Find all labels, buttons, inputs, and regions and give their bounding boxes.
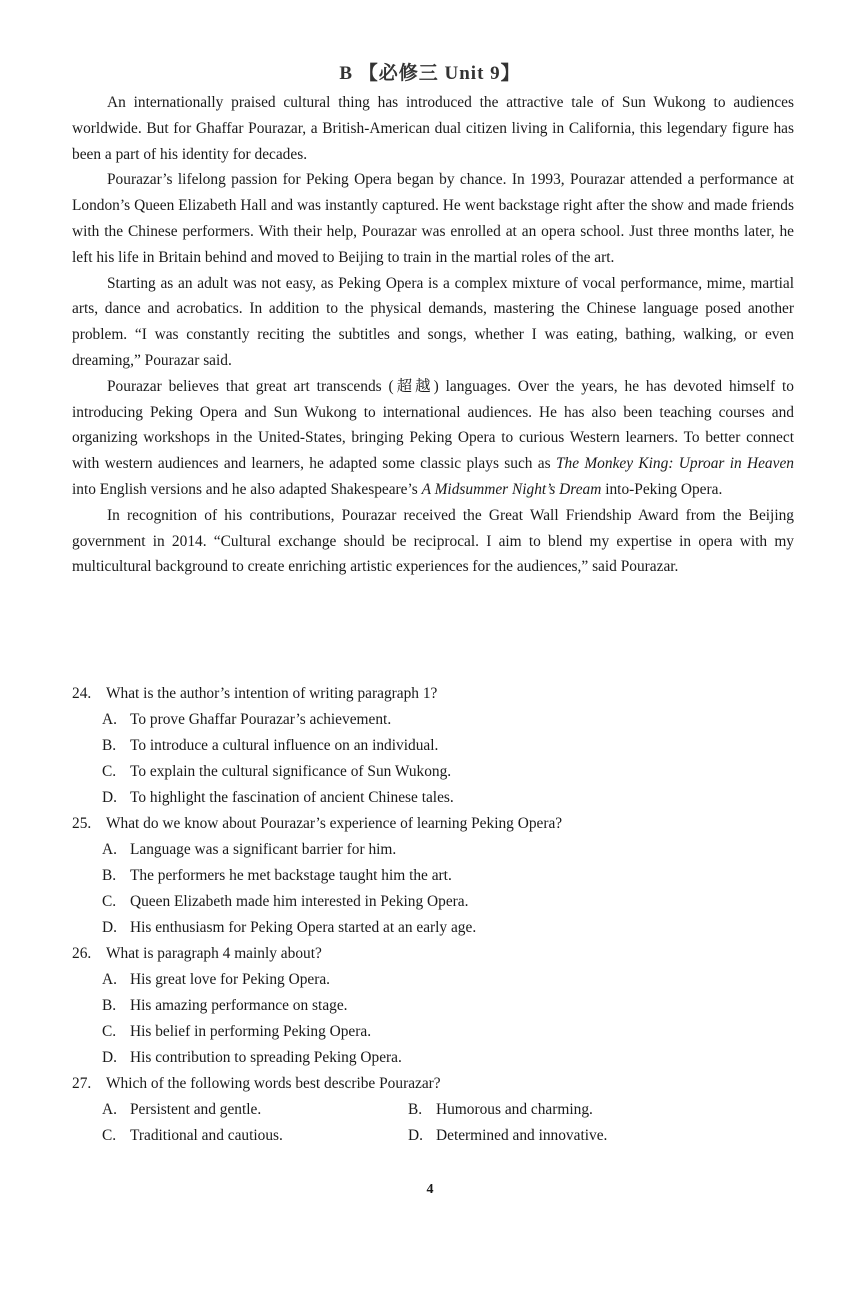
page-number: 4 bbox=[426, 1182, 434, 1197]
option-text: Language was a significant barrier for him. bbox=[130, 841, 397, 858]
option-text: His amazing performance on stage. bbox=[130, 997, 348, 1014]
option-a bbox=[102, 707, 802, 733]
question-stem bbox=[72, 811, 802, 837]
option-text: His enthusiasm for Peking Opera started at an early age. bbox=[130, 919, 477, 936]
question-text: What is the author’s intention of writing paragraph 1? bbox=[106, 685, 438, 702]
option-text: To introduce a cultural influence on an individual. bbox=[130, 737, 439, 754]
option-d bbox=[102, 1045, 802, 1071]
option-letter: B. bbox=[102, 997, 117, 1014]
option-letter: D. bbox=[102, 919, 117, 936]
paragraph-3: Starting as an adult was not easy, as Peking Opera is a complex mixture of vocal performance, mime, martial arts, dance and acrobatics. In addition to the physical demands, mastering the Chinese language posed another problem. “I was constantly reciting the subtitles and songs, whether I was eating, bathing, walking, or even dreaming,” Pourazar said. bbox=[72, 274, 794, 369]
option-c bbox=[102, 759, 802, 785]
question-stem bbox=[72, 941, 802, 967]
option-text: The performers he met backstage taught him the art. bbox=[130, 867, 452, 884]
question-list bbox=[72, 681, 802, 1149]
option-letter: B. bbox=[102, 867, 117, 884]
option-b bbox=[102, 733, 802, 759]
option-a bbox=[102, 1097, 408, 1123]
option-text: Determined and innovative. bbox=[436, 1127, 608, 1144]
option-b bbox=[102, 863, 802, 889]
option-text: Queen Elizabeth made him interested in Peking Opera. bbox=[130, 893, 469, 910]
option-b bbox=[408, 1097, 714, 1123]
option-a bbox=[102, 837, 802, 863]
paragraph-4 bbox=[72, 374, 794, 503]
reading-passage bbox=[72, 90, 794, 580]
option-letter: C. bbox=[102, 763, 117, 780]
option-d bbox=[408, 1123, 714, 1149]
play-title-midsummer: A Midsummer Night’s Dream bbox=[421, 480, 602, 498]
play-title-monkey-king: The Monkey King: Uproar in Heaven bbox=[555, 455, 794, 473]
paragraph-5: In recognition of his contributions, Pourazar received the Great Wall Friendship Award from the Beijing government in 2014. “Cultural exchange should be reciprocal. I aim to blend my expertise in opera with my multicultural background to create enriching artistic experiences for the audiences,” said Pourazar. bbox=[72, 506, 794, 576]
option-row-2 bbox=[102, 1123, 802, 1149]
option-c bbox=[102, 1019, 802, 1045]
option-text: Traditional and cautious. bbox=[130, 1127, 283, 1144]
paragraph-2: Pourazar’s lifelong passion for Peking Opera began by chance. In 1993, Pourazar attended a performance at London’s Queen Elizabeth Hall and was instantly captured. He went backstage right after the show and made friends with the Chinese performers. With their help, Pourazar was enrolled at an opera school. Just three months later, he left his life in Britain behind and moved to Beijing to train in the martial roles of the art. bbox=[72, 171, 794, 266]
option-text: His great love for Peking Opera. bbox=[130, 971, 331, 988]
question-stem bbox=[72, 1071, 802, 1097]
option-c bbox=[102, 1123, 408, 1149]
option-letter: A. bbox=[102, 1101, 117, 1118]
option-b bbox=[102, 993, 802, 1019]
option-letter: C. bbox=[102, 893, 117, 910]
question-24 bbox=[72, 681, 802, 811]
option-d bbox=[102, 785, 802, 811]
option-letter: B. bbox=[102, 737, 117, 754]
option-letter: D. bbox=[102, 1049, 117, 1066]
question-text: What is paragraph 4 mainly about? bbox=[106, 945, 322, 962]
option-row-1 bbox=[102, 1097, 802, 1123]
option-text: To highlight the fascination of ancient Chinese tales. bbox=[130, 789, 454, 806]
paragraph-4-text-b: into English versions and he also adapted Shakespeare’s bbox=[72, 480, 422, 498]
section-header: B 【必修三 Unit 9】 bbox=[339, 63, 521, 84]
option-letter: A. bbox=[102, 841, 117, 858]
paragraph-4-text-c: into-Peking Opera. bbox=[601, 480, 723, 498]
option-text: His contribution to spreading Peking Opera. bbox=[130, 1049, 402, 1066]
question-text: Which of the following words best describe Pourazar? bbox=[106, 1075, 441, 1092]
question-number: 24. bbox=[72, 685, 92, 702]
option-text: His belief in performing Peking Opera. bbox=[130, 1023, 372, 1040]
option-letter: D. bbox=[102, 789, 117, 806]
question-26 bbox=[72, 941, 802, 1071]
option-text: Persistent and gentle. bbox=[130, 1101, 262, 1118]
option-d bbox=[102, 915, 802, 941]
question-25 bbox=[72, 811, 802, 941]
option-letter: A. bbox=[102, 971, 117, 988]
question-number: 25. bbox=[72, 815, 92, 832]
question-number: 27. bbox=[72, 1075, 92, 1092]
option-text: Humorous and charming. bbox=[436, 1101, 593, 1118]
option-c bbox=[102, 889, 802, 915]
option-letter: C. bbox=[102, 1127, 117, 1144]
question-text: What do we know about Pourazar’s experience of learning Peking Opera? bbox=[106, 815, 563, 832]
paragraph-1: An internationally praised cultural thing has introduced the attractive tale of Sun Wukong to audiences worldwide. But for Ghaffar Pourazar, a British-American dual citizen living in California, this legendary figure has been a part of his identity for decades. bbox=[72, 94, 794, 163]
option-text: To explain the cultural significance of Sun Wukong. bbox=[130, 763, 452, 780]
option-letter: D. bbox=[408, 1127, 423, 1144]
option-a bbox=[102, 967, 802, 993]
question-27 bbox=[72, 1071, 802, 1149]
option-letter: C. bbox=[102, 1023, 117, 1040]
question-stem bbox=[72, 681, 802, 707]
paragraph-4-text-a: Pourazar believes that great art transcends (超越) languages. Over the years, he has devoted himself to introducing Peking Opera and Sun Wukong to international audiences. He has also been teaching courses and organizing workshops in the United-States, bringing Peking Opera to curious Western learners. To better connect with western audiences and learners, he adapted some classic plays such as bbox=[72, 377, 794, 473]
option-letter: B. bbox=[408, 1101, 423, 1118]
option-text: To prove Ghaffar Pourazar’s achievement. bbox=[130, 711, 392, 728]
question-number: 26. bbox=[72, 945, 92, 962]
option-letter: A. bbox=[102, 711, 117, 728]
